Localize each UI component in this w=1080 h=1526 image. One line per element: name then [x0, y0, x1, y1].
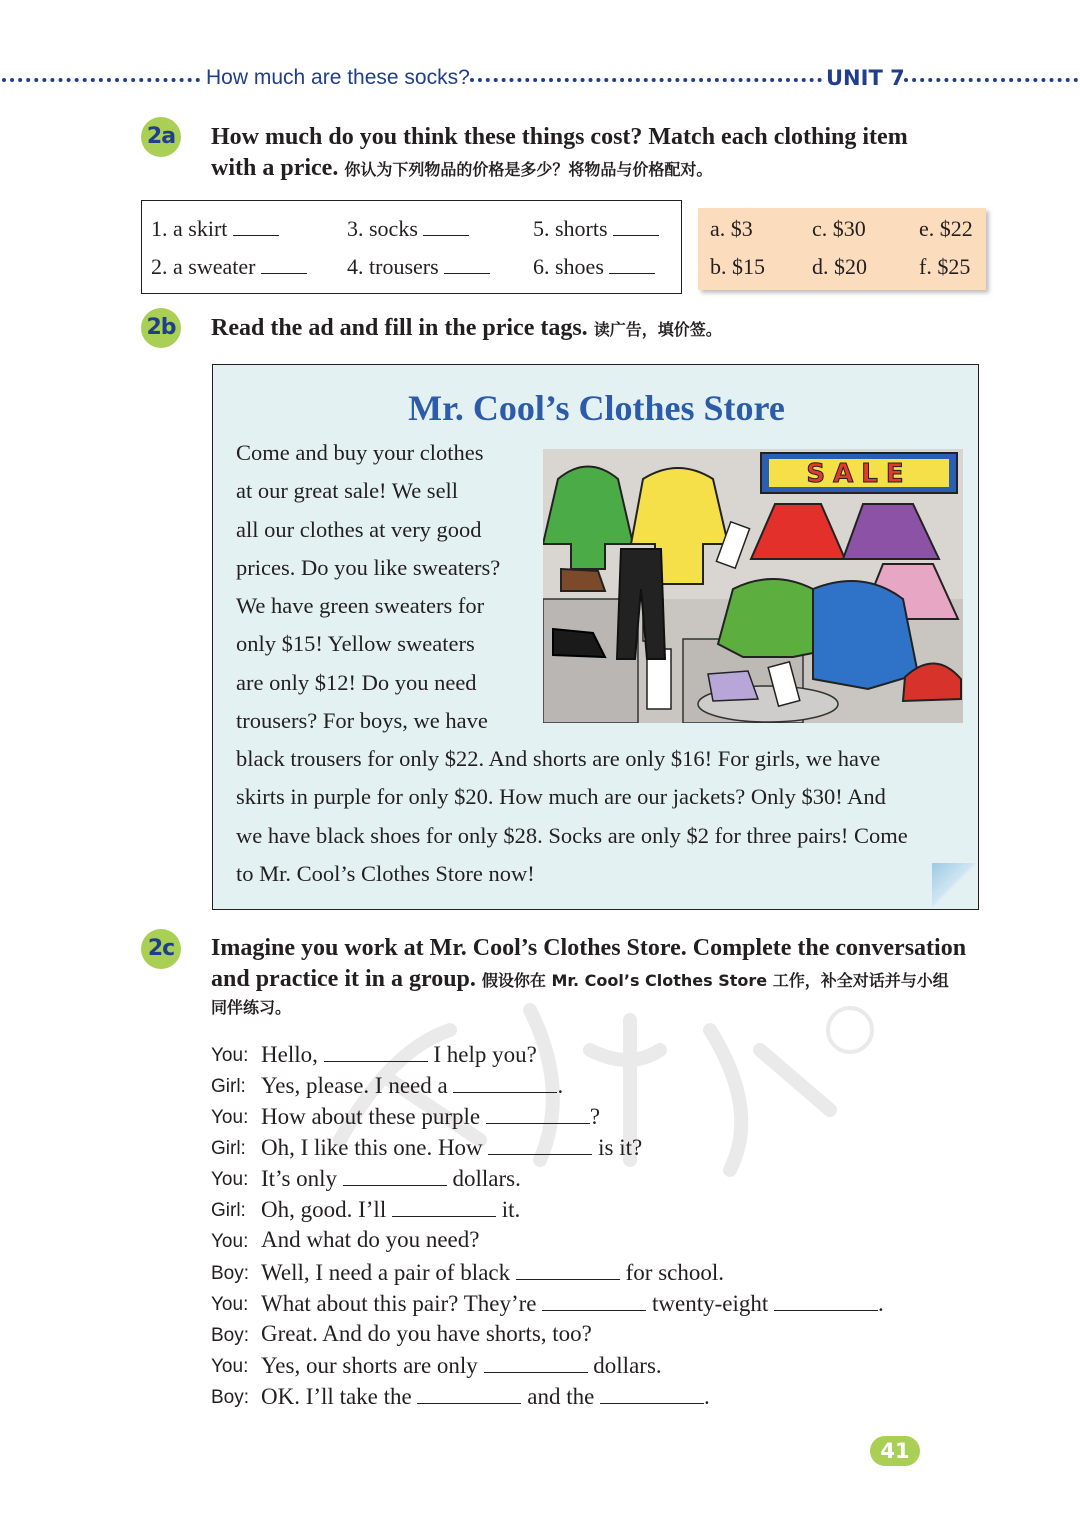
header-dots-left	[2, 78, 200, 88]
ad-line: only $15! Yellow sweaters	[236, 631, 475, 656]
item-skirt: 1. a skirt	[151, 215, 279, 242]
ad-line: trousers? For boys, we have	[236, 708, 488, 733]
badge-2c: 2c	[141, 929, 181, 969]
ad-line: prices. Do you like sweaters?	[236, 555, 501, 580]
header-title: How much are these socks?	[206, 66, 470, 89]
price-d: d. $20	[812, 254, 867, 279]
instruction-2a-line1: How much do you think these things cost? Match each clothing item	[211, 124, 908, 150]
dialogue-line: What about this pair? They’re twenty-eight .	[261, 1291, 884, 1316]
badge-2a: 2a	[141, 117, 181, 157]
instruction-2a	[211, 122, 908, 185]
speaker-label: You:	[211, 1356, 249, 1377]
speaker-label: You:	[211, 1107, 249, 1128]
speaker-label: Girl:	[211, 1200, 246, 1221]
ad-line: We have green sweaters for	[236, 593, 485, 618]
answer-blank[interactable]	[486, 1103, 590, 1124]
speaker-label: Boy:	[211, 1263, 250, 1284]
dialogue-line: How about these purple ?	[261, 1104, 601, 1129]
store-ad	[212, 364, 979, 910]
answer-blank[interactable]	[542, 1290, 646, 1311]
speaker-label: You:	[211, 1045, 249, 1066]
dialogue-line: Well, I need a pair of black for school.	[261, 1260, 724, 1285]
ad-line: Come and buy your clothes	[236, 440, 484, 465]
dialogue-line: It’s only dollars.	[261, 1166, 521, 1191]
speaker-label: You:	[211, 1294, 249, 1315]
dialogue-line: OK. I’ll take the and the .	[261, 1384, 710, 1409]
header-unit: UNIT 7	[826, 66, 905, 90]
speaker-label: Boy:	[211, 1325, 250, 1346]
instruction-2c-cn: 假设你在 Mr. Cool’s Clothes Store 工作，补全对话并与小组	[481, 971, 949, 990]
answer-blank[interactable]	[343, 1165, 447, 1186]
sale-sign: SALE	[806, 459, 912, 489]
dialogue-line: Yes, please. I need a .	[261, 1073, 564, 1098]
item-shoes: 6. shoes	[533, 253, 655, 280]
page-curl	[932, 863, 978, 909]
badge-2b: 2b	[141, 308, 181, 348]
dialogue-line: Yes, our shorts are only dollars.	[261, 1353, 662, 1378]
answer-blank[interactable]	[417, 1383, 521, 1404]
ad-title: Mr. Cool’s Clothes Store	[408, 388, 785, 428]
answer-blank[interactable]	[324, 1041, 428, 1062]
price-c: c. $30	[812, 216, 866, 241]
item-trousers: 4. trousers	[347, 253, 490, 280]
speaker-label: Girl:	[211, 1138, 246, 1159]
ad-line: we have black shoes for only $28. Socks are only $2 for three pairs! Come	[236, 823, 908, 848]
answer-blank[interactable]	[392, 1196, 496, 1217]
instruction-2a-line2: with a price. 你认为下列物品的价格是多少？将物品与价格配对。	[211, 155, 713, 181]
ad-line: all our clothes at very good	[236, 517, 482, 542]
ad-line: skirts in purple for only $20. How much are our jackets? Only $30! And	[236, 784, 886, 809]
ad-line: at our great sale! We sell	[236, 478, 459, 503]
speaker-label: Boy:	[211, 1387, 250, 1408]
dialogue-line: Great. And do you have shorts, too?	[261, 1321, 592, 1346]
ad-line: black trousers for only $22. And shorts are only $16! For girls, we have	[236, 746, 881, 771]
dialogue-line: And what do you need?	[261, 1227, 480, 1252]
price-box	[698, 208, 986, 290]
answer-blank[interactable]	[488, 1134, 592, 1155]
instruction-2c-line2: and practice it in a group. 假设你在 Mr. Cool’s Clothes Store 工作，补全对话并与小组	[211, 966, 949, 992]
store-illustration-svg	[543, 449, 963, 723]
instruction-2b-cn: 读广告，填价签。	[593, 320, 722, 339]
answer-blank[interactable]	[516, 1259, 620, 1280]
instruction-2c-line1: Imagine you work at Mr. Cool’s Clothes Store. Complete the conversation	[211, 935, 967, 961]
page-number: 41	[870, 1436, 920, 1466]
answer-blank[interactable]	[484, 1352, 588, 1373]
price-a: a. $3	[710, 216, 753, 241]
speaker-label: You:	[211, 1231, 249, 1252]
item-sweater: 2. a sweater	[151, 253, 307, 280]
item-shorts: 5. shorts	[533, 215, 659, 242]
clothes-store-illustration	[543, 449, 963, 723]
speaker-label: Girl:	[211, 1076, 246, 1097]
instruction-2b: Read the ad and fill in the price tags. 读广告，填价签。	[211, 315, 722, 341]
dialogue-line: Oh, good. I’ll it.	[261, 1197, 521, 1222]
ad-line: are only $12! Do you need	[236, 670, 477, 695]
instruction-2a-cn: 你认为下列物品的价格是多少？将物品与价格配对。	[344, 160, 713, 179]
header-dots-right	[904, 78, 1078, 88]
ad-line: to Mr. Cool’s Clothes Store now!	[236, 861, 535, 886]
speaker-label: You:	[211, 1169, 249, 1190]
price-b: b. $15	[710, 254, 765, 279]
answer-blank[interactable]	[453, 1072, 557, 1093]
answer-blank[interactable]	[600, 1383, 704, 1404]
instruction-2c-cn2: 同伴练习。	[211, 998, 292, 1017]
dialogue-line: Hello, I help you?	[261, 1042, 537, 1067]
header-dots-middle	[470, 78, 822, 88]
price-e: e. $22	[919, 216, 973, 241]
items-box	[141, 200, 682, 294]
item-socks: 3. socks	[347, 215, 469, 242]
dialogue-line: Oh, I like this one. How is it?	[261, 1135, 643, 1160]
answer-blank[interactable]	[774, 1290, 878, 1311]
price-f: f. $25	[919, 254, 971, 279]
